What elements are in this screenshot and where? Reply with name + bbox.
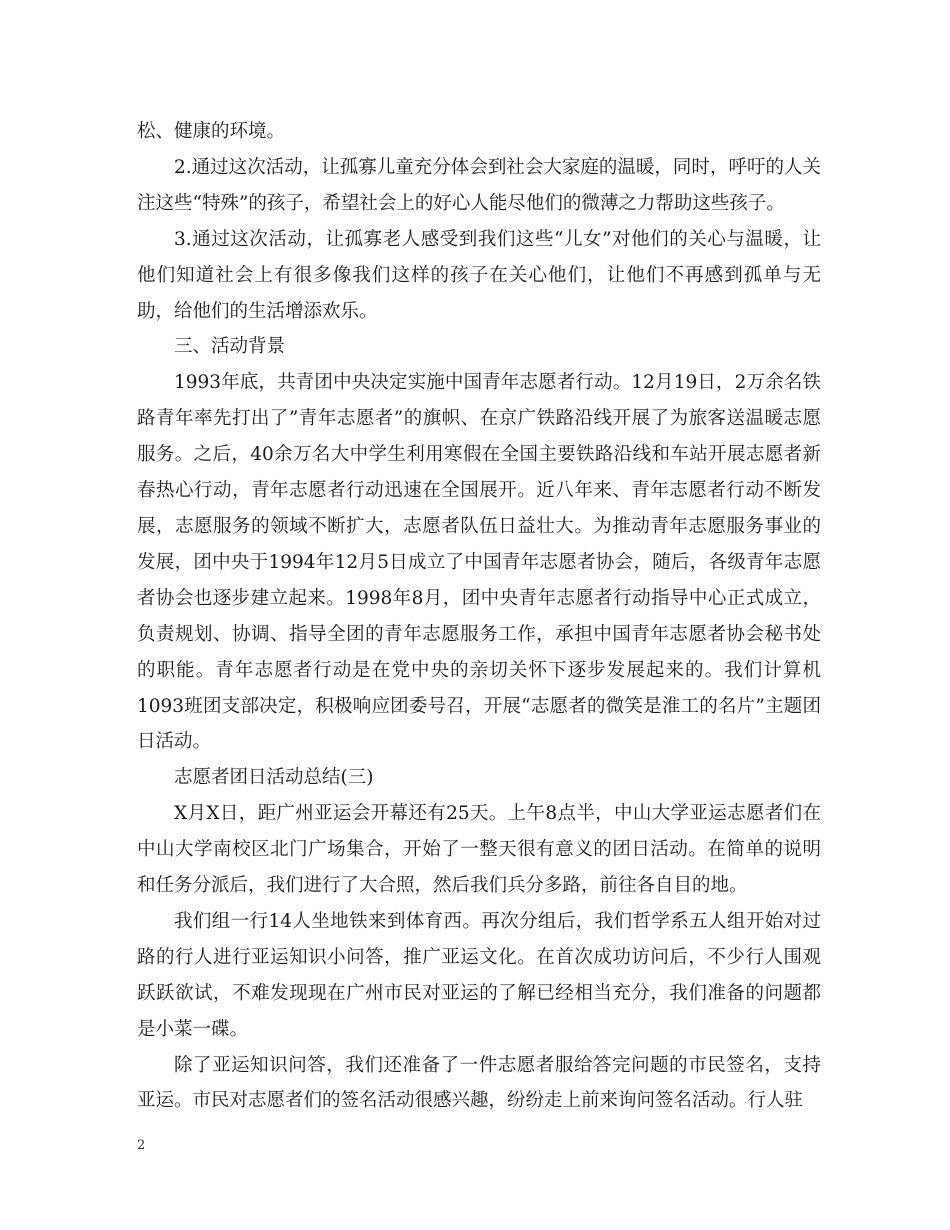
body-text bbox=[137, 114, 821, 1119]
paragraph: X月X日，距广州亚运会开幕还有25天。上午8点半，中山大学亚运志愿者们在中山大学南校区北门广场集合，开始了一整天很有意义的团日活动。在简单的说明和任务分派后，我们进行了大合照，然后我们兵分多路，前往各自目的地。 bbox=[137, 803, 821, 897]
section-heading: 三、活动背景 bbox=[174, 336, 286, 358]
section-heading: 志愿者团日活动总结(三) bbox=[174, 767, 374, 789]
paragraph: 1993年底，共青团中央决定实施中国青年志愿者行动。12月19日，2万余名铁路青年率先打出了”青年志愿者”的旗帜、在京广铁路沿线开展了为旅客送温暖志愿服务。之后，40余万名大中学生利用寒假在全国主要铁路沿线和车站开展志愿者新春热心行动，青年志愿者行动迅速在全国展开。近八年来、青年志愿者行动不断发展，志愿服务的领域不断扩大，志愿者队伍日益壮大。为推动青年志愿服务事业的发展，团中央于1994年12月5日成立了中国青年志愿者协会，随后，各级青年志愿者协会也逐步建立起来。1998年8月，团中央青年志愿者行动指导中心正式成立，负责规划、协调、指导全团的青年志愿服务工作，承担中国青年志愿者协会秘书处的职能。青年志愿者行动是在党中央的亲切关怀下逐步发展起来的。我们计算机1093班团支部决定，积极响应团委号召，开展“志愿者的微笑是淮工的名片”主题团日活动。 bbox=[137, 372, 821, 753]
paragraph: 我们组一行14人坐地铁来到体育西。再次分组后，我们哲学系五人组开始对过路的行人进行亚运知识小问答，推广亚运文化。在首次成功访问后，不少行人围观跃跃欲试，不难发现现在广州市民对亚运的了解已经相当充分，我们准备的问题都是小菜一碟。 bbox=[137, 910, 821, 1040]
paragraph: 2.通过这次活动，让孤寡儿童充分体会到社会大家庭的温暖，同时，呼吁的人关注这些“特殊”的孩子，希望社会上的好心人能尽他们的微薄之力帮助这些孩子。 bbox=[137, 156, 821, 214]
paragraph: 除了亚运知识问答，我们还准备了一件志愿者服给答完问题的市民签名，支持亚运。市民对志愿者们的签名活动很感兴趣，纷纷走上前来询问签名活动。行人驻 bbox=[137, 1054, 821, 1112]
paragraph: 3.通过这次活动，让孤寡老人感受到我们这些“儿女”对他们的关心与温暖，让他们知道社会上有很多像我们这样的孩子在关心他们，让他们不再感到孤单与无助，给他们的生活增添欢乐。 bbox=[137, 228, 821, 322]
paragraph: 松、健康的环境。 bbox=[137, 121, 286, 142]
page-number: 2 bbox=[137, 1138, 146, 1153]
